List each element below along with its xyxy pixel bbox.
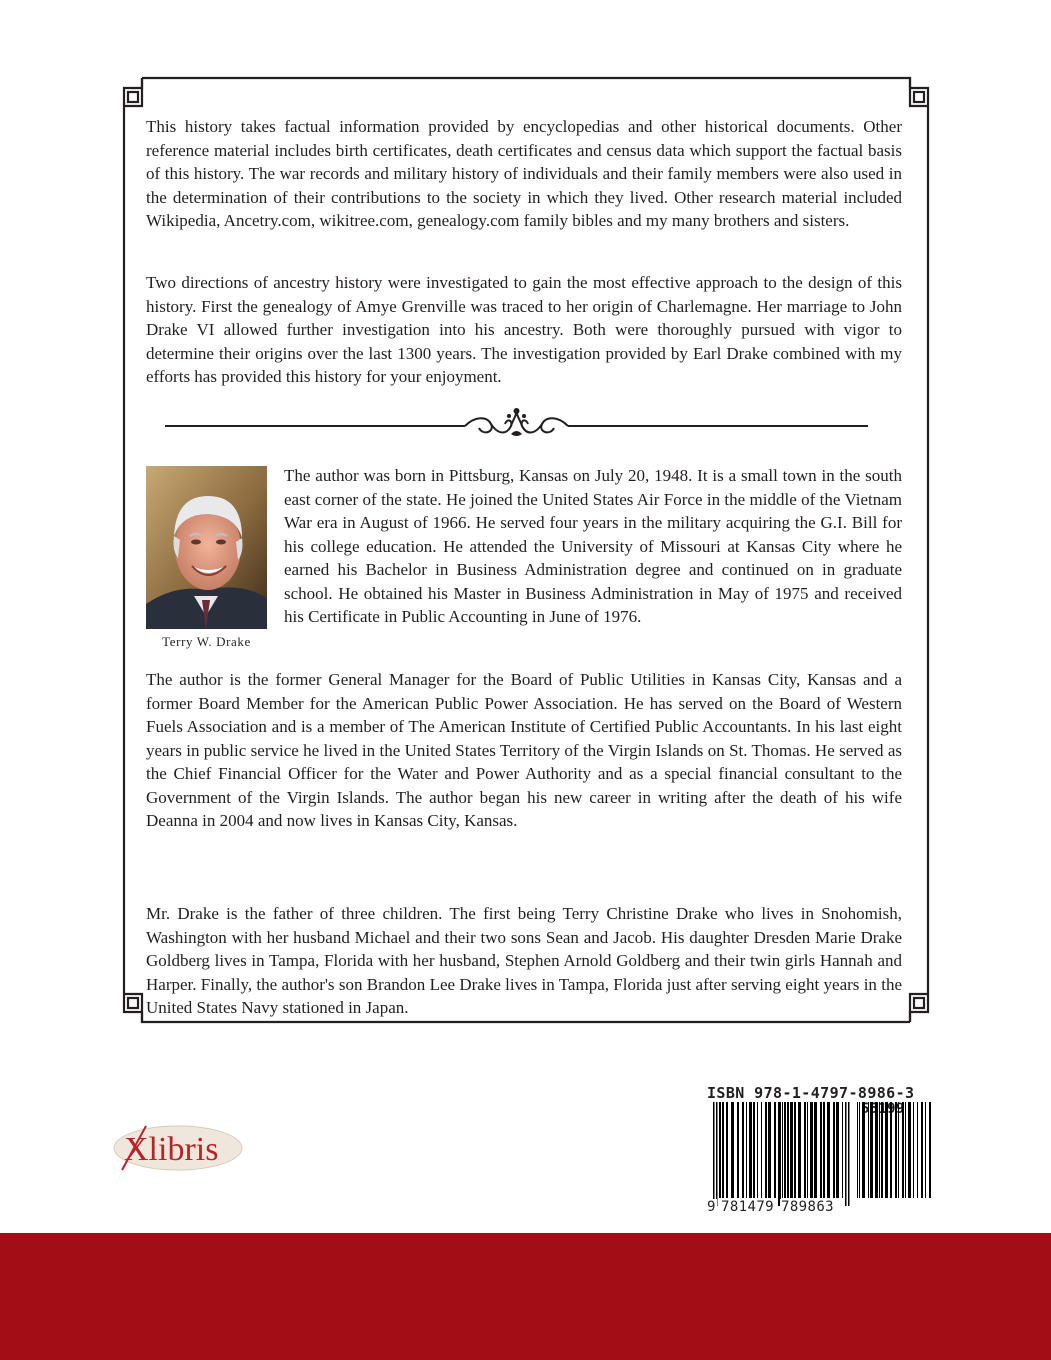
ean-right-digits: 789863 <box>781 1199 834 1215</box>
author-photo <box>146 466 267 629</box>
author-bio-paragraph: The author was born in Pittsburg, Kansas on July 20, 1948. It is a small town in the south east corner of the state. He joined the United States Air Force in the middle of the Vietnam War era in August of 1966. He served four years in the military acquiring the G.I. Bill for his college education. He attended the University of Missouri at Kansas City where he earned his Bachelor in Business Administration degree and continued on in graduate school. He obtained his Master in Business Administration in May of 1975 and received his Certificate in Public Accounting in June of 1976. <box>284 466 902 626</box>
footer-color-band <box>0 1233 1051 1360</box>
ean-first-digit: 9 <box>707 1199 716 1215</box>
publisher-logo <box>112 1118 252 1178</box>
ornamental-divider <box>165 406 868 446</box>
career-paragraph: The author is the former General Manager for the Board of Public Utilities in Kansas City, Kansas and a former Board Member for the American Public Power Association. He has served on the Board of Western Fuels Association and is a member of The American Institute of Certified Public Accountants. In his last eight years in public service he lived in the United States Territory of the Virgin Islands on St. Thomas. He served as the Chief Financial Officer for the Water and Power Authority and as a special financial consultant to the Government of the Virgin Islands. The author began his new career in writing after the death of his wife Deanna in 2004 and now lives in Kansas City, Kansas. <box>146 670 902 830</box>
photo-caption: Terry W. Drake <box>162 634 251 649</box>
publisher-name: Xlibris <box>124 1131 219 1168</box>
ancestry-directions-paragraph: Two directions of ancestry history were investigated to gain the most effective approach to the design of this history. First the genealogy of Amye Grenville was traced to her origin of Charlemagne. Her marriage to John Drake VI allowed further investigation into his ancestry. Both were thoroughly pursued with vigor to determine their origins over the last 1300 years. The investigation provided by Earl Drake combined with my efforts has provided this history for your enjoyment. <box>146 273 902 386</box>
isbn-text: ISBN 978-1-4797-8986-3 <box>707 1084 915 1102</box>
sources-paragraph: This history takes factual information provided by encyclopedias and other historical documents. Other reference material includes birth certificates, death certificates and census data which support the factual basis of this history. The war records and military history of individuals and their family members were also used in the determination of their contributions to the society in which they lived. Other research material included Wikipedia, Ancetry.com, wikitree.com, genealogy.com family bibles and my many brothers and sisters. <box>146 117 902 230</box>
ean-left-digits: 781479 <box>721 1199 774 1215</box>
family-paragraph: Mr. Drake is the father of three children. The first being Terry Christine Drake who lives in Snohomish, Washington with her husband Michael and their two sons Sean and Jacob. His daughter Dresden Marie Drake Goldberg lives in Tampa, Florida with her husband, Stephen Arnold Goldberg and their twin girls Hannah and Harper. Finally, the author's son Brandon Lee Drake lives in Tampa, Florida just after serving eight years in the United States Navy stationed in Japan. <box>146 904 902 1017</box>
barcode-image <box>705 1102 937 1214</box>
